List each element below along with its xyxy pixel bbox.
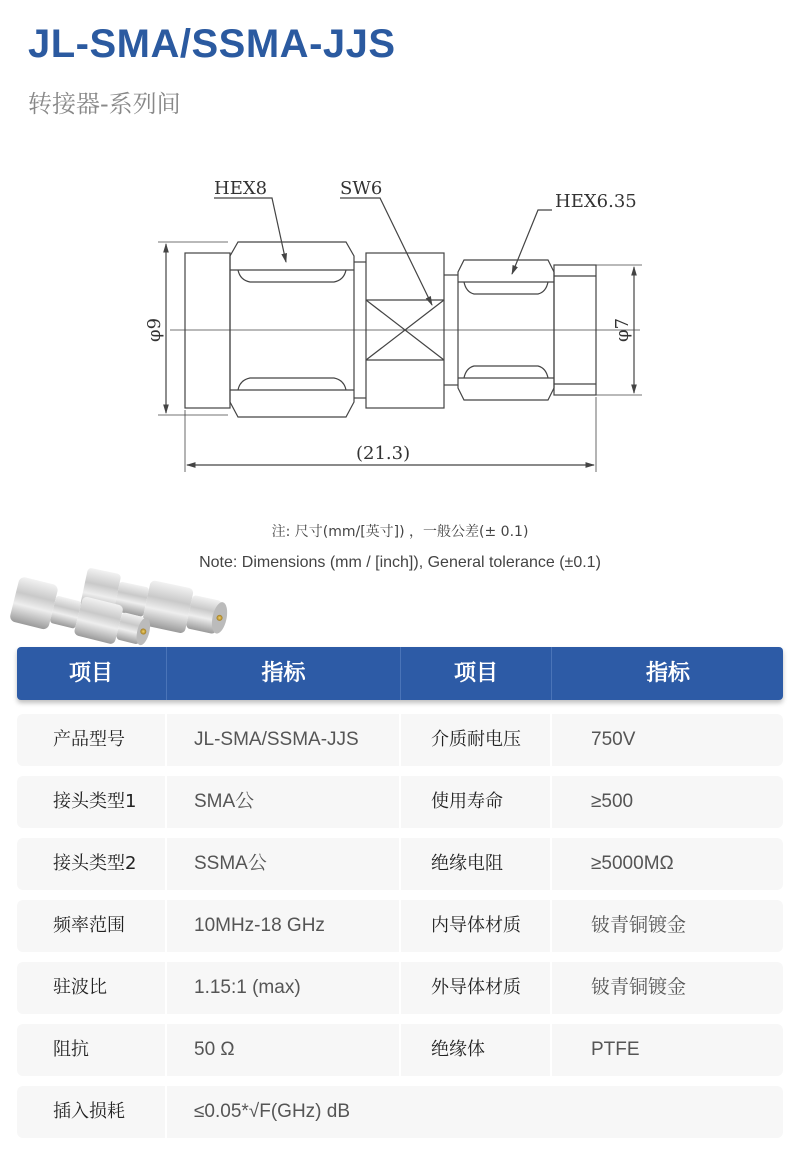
row-label: 绝缘电阻 [431, 853, 503, 874]
row-value: 10MHz-18 GHz [194, 915, 325, 936]
row-label: 频率范围 [53, 915, 125, 936]
row-value: 铍青铜镀金 [591, 977, 687, 998]
product-title: JL-SMA/SSMA-JJS [28, 22, 396, 66]
header-spec-1: 指标 [166, 647, 400, 700]
hex8-body [230, 242, 354, 417]
note-chinese: 注: 尺寸(mm/[英寸]) ，一般公差(± 0.1) [271, 524, 529, 540]
header-item-1: 项目 [68, 661, 113, 686]
length-label: (21.3) [356, 443, 411, 464]
technical-drawing [0, 150, 800, 490]
table-row [17, 838, 783, 890]
row-value: 750V [591, 729, 636, 750]
header-item-2: 项目 [400, 647, 551, 700]
row-label: 产品型号 [53, 729, 125, 750]
left-end-body [185, 253, 230, 408]
hex8-label: HEX8 [214, 178, 268, 199]
row-value: 铍青铜镀金 [591, 915, 687, 936]
row-value: ≥500 [591, 791, 634, 812]
phi7-label: φ7 [612, 317, 633, 343]
row-label: 阻抗 [53, 1039, 89, 1060]
table-row [17, 714, 783, 766]
row-label: 外导体材质 [431, 977, 521, 998]
table-row [17, 962, 783, 1014]
row-value: SMA公 [194, 791, 255, 812]
table-row [17, 900, 783, 952]
row-label: 驻波比 [53, 977, 107, 998]
hex635-label: HEX6.35 [555, 191, 637, 212]
row-value: 50 Ω [194, 1039, 235, 1060]
row-label: 内导体材质 [431, 915, 521, 936]
row-value: ≤0.05*√F(GHz) dB [194, 1101, 351, 1122]
row-label: 介质耐电压 [431, 729, 521, 750]
row-label: 接头类型1 [53, 791, 137, 812]
row-label: 绝缘体 [431, 1039, 485, 1060]
spec-table-header [17, 647, 783, 700]
table-row [17, 1024, 783, 1076]
header-spec-2: 指标 [551, 647, 784, 700]
product-subtitle: 转接器-系列间 [28, 90, 181, 118]
phi9-label: φ9 [144, 317, 165, 343]
row-value: SSMA公 [194, 853, 267, 874]
hex8-leader [214, 198, 286, 262]
table-row [17, 776, 783, 828]
row-label: 使用寿命 [431, 791, 503, 812]
row-label: 插入损耗 [53, 1101, 125, 1122]
row-value: 1.15:1 (max) [194, 977, 301, 998]
row-value: ≥5000MΩ [591, 853, 674, 874]
row-value: PTFE [591, 1039, 640, 1060]
row-label: 接头类型2 [53, 853, 137, 874]
hex635-leader [512, 210, 552, 274]
table-row [17, 1086, 783, 1138]
row-value: JL-SMA/SSMA-JJS [194, 729, 359, 750]
note-english: Note: Dimensions (mm / [inch]), General tolerance (±0.1) [199, 554, 601, 571]
sw6-label: SW6 [340, 178, 383, 199]
